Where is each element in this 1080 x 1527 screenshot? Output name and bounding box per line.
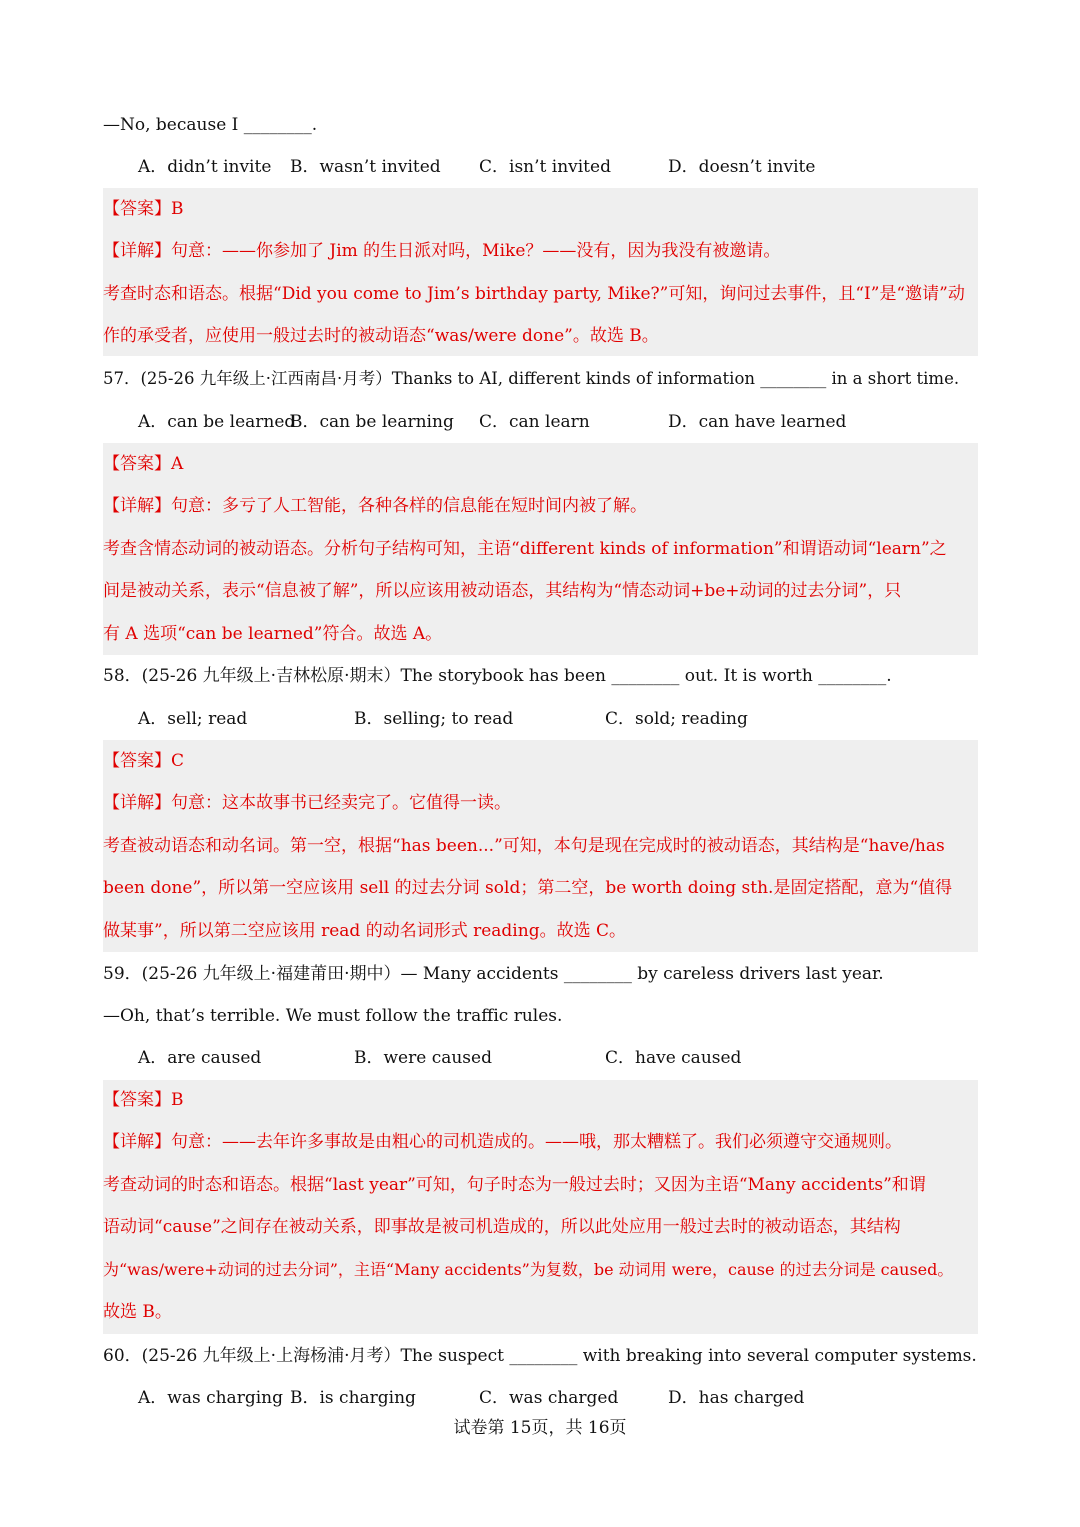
q57-expl-line: 间是被动关系，表示“信息被了解”，所以应该用被动语态，其结构为“情态动词+be+动词的过去分词”，只: [103, 581, 902, 601]
q57-option-c: C．can learn: [479, 412, 590, 432]
q59-reply: —Oh, that’s terrible. We must follow the traffic rules.: [103, 1006, 563, 1026]
q60-option-a: A．was charging: [138, 1388, 283, 1408]
q57-answer: 【答案】A: [103, 454, 184, 474]
q56-answer: 【答案】B: [103, 199, 184, 219]
q59-options: [138, 1047, 938, 1069]
q56-option-c: C．isn’t invited: [479, 157, 611, 177]
q59-expl-line: 为“was/were+动词的过去分词”，主语“Many accidents”为复数，be 动词用 were，cause 的过去分词是 caused。: [103, 1260, 954, 1279]
q58-answer-box: [103, 740, 978, 952]
q59-expl-line: 考查动词的时态和语态。根据“last year”可知，句子时态为一般过去时；又因为主语“Many accidents”和谓: [103, 1175, 926, 1195]
q58-expl-line: been done”，所以第一空应该用 sell 的过去分词 sold；第二空，be worth doing sth.是固定搭配，意为“值得: [103, 878, 953, 898]
q59-option-a: A．are caused: [138, 1048, 262, 1068]
q57-answer-box: [103, 443, 978, 655]
q59-answer: 【答案】B: [103, 1090, 184, 1110]
q58-option-b: B．selling; to read: [354, 709, 514, 729]
q60-stem: 60．(25-26 九年级上·上海杨浦·月考）The suspect ________ with breaking into several computer systems.: [103, 1346, 977, 1366]
page-footer: 试卷第 15页，共 16页: [453, 1418, 627, 1438]
q60-option-d: D．has charged: [668, 1388, 805, 1408]
q56-reply: —No, because I ________.: [103, 115, 318, 135]
q56-option-a: A．didn’t invite: [138, 157, 272, 177]
q56-option-b: B．wasn’t invited: [290, 157, 441, 177]
q59-option-c: C．have caused: [605, 1048, 742, 1068]
q56-expl-line: 考查时态和语态。根据“Did you come to Jim’s birthday party, Mike?”可知，询问过去事件，且“I”是“邀请”动: [103, 284, 965, 304]
q56-options: [138, 156, 938, 178]
q59-detail: 【详解】句意：——去年许多事故是由粗心的司机造成的。——哦，那太糟糕了。我们必须遵守交通规则。: [103, 1132, 902, 1152]
q59-answer-box: [103, 1080, 978, 1334]
q57-detail: 【详解】句意：多亏了人工智能，各种各样的信息能在短时间内被了解。: [103, 496, 647, 516]
q59-stem: 59．(25-26 九年级上·福建莆田·期中）— Many accidents ________ by careless drivers last year.: [103, 964, 884, 984]
q58-option-a: A．sell; read: [138, 709, 248, 729]
q59-expl-line: 语动词“cause”之间存在被动关系，即事故是被司机造成的，所以此处应用一般过去时的被动语态，其结构: [103, 1217, 901, 1237]
q59-option-b: B．were caused: [354, 1048, 492, 1068]
q58-expl-line: 做某事”，所以第二空应该用 read 的动名词形式 reading。故选 C。: [103, 921, 626, 941]
q57-expl-line: 考查含情态动词的被动语态。分析句子结构可知，主语“different kinds of information”和谓语动词“learn”之: [103, 539, 947, 559]
q58-stem: 58．(25-26 九年级上·吉林松原·期末）The storybook has been ________ out. It is worth ________.: [103, 666, 892, 686]
q57-option-b: B．can be learning: [290, 412, 454, 432]
q57-stem: 57．(25-26 九年级上·江西南昌·月考）Thanks to AI, different kinds of information ________ in a short time.: [103, 369, 960, 388]
q58-answer: 【答案】C: [103, 751, 185, 771]
q60-option-c: C．was charged: [479, 1388, 619, 1408]
q58-detail: 【详解】句意：这本故事书已经卖完了。它值得一读。: [103, 793, 511, 813]
q58-expl-line: 考查被动语态和动名词。第一空，根据“has been...”可知，本句是现在完成时的被动语态，其结构是“have/has: [103, 836, 945, 856]
q56-detail: 【详解】句意：——你参加了 Jim 的生日派对吗，Mike？——没有，因为我没有被邀请。: [103, 241, 781, 261]
q60-option-b: B．is charging: [290, 1388, 416, 1408]
q60-options: [138, 1387, 938, 1409]
q56-answer-box: [103, 188, 978, 356]
q57-option-d: D．can have learned: [668, 412, 847, 432]
q57-option-a: A．can be learned: [138, 412, 296, 432]
q58-options: [138, 708, 938, 730]
q59-expl-line: 故选 B。: [103, 1302, 172, 1322]
q58-option-c: C．sold; reading: [605, 709, 748, 729]
q56-option-d: D．doesn’t invite: [668, 157, 816, 177]
q56-expl-line: 作的承受者，应使用一般过去时的被动语态“was/were done”。故选 B。: [103, 326, 659, 346]
q57-options: [138, 411, 938, 433]
q57-expl-line: 有 A 选项“can be learned”符合。故选 A。: [103, 624, 443, 644]
